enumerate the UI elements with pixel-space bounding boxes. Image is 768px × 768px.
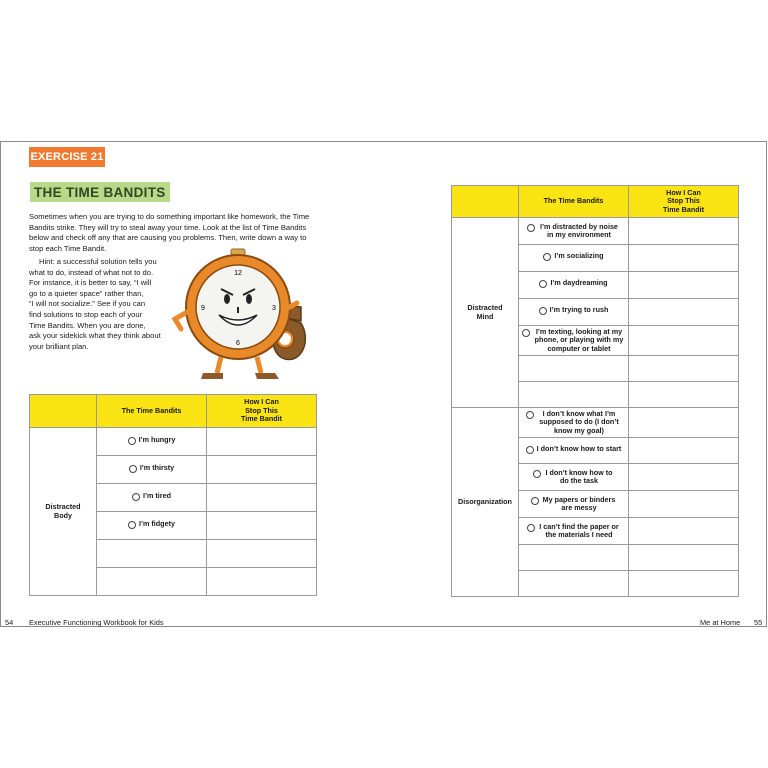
- solution-cell[interactable]: [629, 438, 739, 464]
- solution-cell[interactable]: [207, 428, 317, 456]
- bandit-item[interactable]: [519, 464, 629, 491]
- bandit-item[interactable]: [519, 272, 629, 299]
- bandit-label: I don’t know how to do the task: [545, 467, 613, 485]
- solution-cell[interactable]: [629, 272, 739, 299]
- solution-cell[interactable]: [629, 571, 739, 597]
- bandit-item-blank[interactable]: [519, 382, 629, 408]
- solution-cell[interactable]: [629, 545, 739, 571]
- col-header-bandits: The Time Bandits: [97, 395, 207, 428]
- solution-cell[interactable]: [207, 540, 317, 568]
- book-title-footer: Executive Functioning Workbook for Kids: [29, 618, 164, 627]
- time-bandits-table-right: [451, 185, 739, 597]
- category-cell: [452, 408, 519, 597]
- checkbox-circle-icon[interactable]: [128, 437, 136, 445]
- corner-header: [452, 186, 519, 218]
- right-page: [385, 142, 768, 626]
- checkbox-circle-icon[interactable]: [522, 329, 530, 337]
- svg-text:12: 12: [234, 270, 242, 277]
- svg-text:3: 3: [272, 305, 276, 312]
- solution-cell[interactable]: [629, 382, 739, 408]
- solution-cell[interactable]: [629, 518, 739, 545]
- bandit-item-blank[interactable]: [519, 571, 629, 597]
- hint-line: go to a quieter space” rather than,: [29, 288, 144, 298]
- bandit-label: I’m texting, looking at my phone, or playing with my computer or tablet: [534, 326, 624, 353]
- solution-cell[interactable]: [207, 568, 317, 596]
- solution-cell[interactable]: [207, 484, 317, 512]
- intro-paragraph: Sometimes when you are trying to do something important like homework, the Time Bandits strike. They will try to steal away your time. Look at the list of Time Bandits below and check off any that are causing you problems. Then, write down a way to stop each Time Bandit.: [29, 212, 310, 253]
- hint-line: ask your sidekick what they think about: [29, 331, 161, 341]
- checkbox-circle-icon[interactable]: [128, 521, 136, 529]
- bandit-item-blank[interactable]: [519, 356, 629, 382]
- bandit-label: I’m thirsty: [139, 462, 175, 472]
- bandit-label: I’m hungry: [138, 434, 176, 444]
- bandit-item[interactable]: [97, 512, 207, 540]
- hint-line: what to do, instead of what not to do.: [29, 267, 154, 277]
- bandit-label: I’m distracted by noise in my environment: [540, 221, 618, 239]
- solution-cell[interactable]: [629, 218, 739, 245]
- bandit-item[interactable]: [519, 326, 629, 356]
- bandit-label: I don’t know what I’m supposed to do (I don’t know my goal): [539, 408, 619, 435]
- hint-paragraph: [29, 257, 169, 352]
- svg-text:6: 6: [236, 340, 240, 347]
- bandit-item[interactable]: [519, 491, 629, 518]
- category-label: Disorganization: [458, 496, 512, 506]
- bandit-item[interactable]: [97, 428, 207, 456]
- category-label: Distracted Body: [45, 502, 81, 520]
- page-number-left: 54: [5, 618, 14, 627]
- checkbox-circle-icon[interactable]: [539, 307, 547, 315]
- solution-cell[interactable]: [629, 491, 739, 518]
- bandit-label: I can’t find the paper or the materials I need: [539, 521, 619, 539]
- checkbox-circle-icon[interactable]: [132, 493, 140, 501]
- col-header-solution: How I Can Stop This Time Bandit: [207, 395, 317, 428]
- solution-cell[interactable]: [629, 408, 739, 438]
- col-header-solution: How I Can Stop This Time Bandit: [629, 186, 739, 218]
- solution-cell[interactable]: [629, 326, 739, 356]
- page-number-right: 55: [754, 618, 763, 627]
- bandit-label: I’m socializing: [554, 251, 604, 261]
- page-title: THE TIME BANDITS: [30, 182, 170, 202]
- checkbox-circle-icon[interactable]: [531, 497, 539, 505]
- exercise-tag: EXERCISE 21: [29, 147, 105, 167]
- solution-cell[interactable]: [629, 245, 739, 272]
- bandit-item[interactable]: [97, 456, 207, 484]
- book-spread: [0, 141, 767, 627]
- solution-cell[interactable]: [207, 512, 317, 540]
- bandit-label: My papers or binders are messy: [542, 494, 616, 512]
- hint-line: find solutions to stop each of your: [29, 309, 143, 319]
- section-title-footer: Me at Home: [700, 618, 741, 627]
- hint-line: Hint: a successful solution tells you: [39, 257, 157, 266]
- time-bandits-table-left: [29, 394, 317, 596]
- bandit-item-blank[interactable]: [97, 540, 207, 568]
- checkbox-circle-icon[interactable]: [533, 470, 541, 478]
- hint-line: For instance, it is better to say, “I will: [29, 278, 152, 288]
- solution-cell[interactable]: [629, 299, 739, 326]
- solution-cell[interactable]: [629, 356, 739, 382]
- checkbox-circle-icon[interactable]: [526, 446, 534, 454]
- left-page: [1, 142, 384, 626]
- bandit-item-blank[interactable]: [97, 568, 207, 596]
- category-label: Distracted Mind: [467, 303, 503, 321]
- bandit-item-blank[interactable]: [519, 545, 629, 571]
- bandit-label: I don’t know how to start: [536, 443, 622, 453]
- svg-text:9: 9: [201, 305, 205, 312]
- col-header-bandits: The Time Bandits: [519, 186, 629, 218]
- solution-cell[interactable]: [629, 464, 739, 491]
- checkbox-circle-icon[interactable]: [527, 224, 535, 232]
- bandit-item[interactable]: [519, 408, 629, 438]
- bandit-item[interactable]: [97, 484, 207, 512]
- bandit-item[interactable]: [519, 438, 629, 464]
- bandit-label: I’m fidgety: [139, 518, 175, 528]
- bandit-item[interactable]: [519, 299, 629, 326]
- checkbox-circle-icon[interactable]: [539, 280, 547, 288]
- checkbox-circle-icon[interactable]: [526, 411, 534, 419]
- bandit-item[interactable]: [519, 245, 629, 272]
- hint-line: “I will not socialize.” See if you can: [29, 299, 146, 309]
- category-cell: [30, 428, 97, 596]
- solution-cell[interactable]: [207, 456, 317, 484]
- bandit-item[interactable]: [519, 518, 629, 545]
- bandit-label: I’m tired: [143, 490, 171, 500]
- clock-bandit-illustration: [161, 247, 321, 382]
- bandit-label: I’m daydreaming: [550, 278, 608, 288]
- bandit-item[interactable]: [519, 218, 629, 245]
- bandit-label: I’m trying to rush: [549, 305, 609, 315]
- corner-header: [30, 395, 97, 428]
- hint-line: Time Bandits. When you are done,: [29, 320, 146, 330]
- checkbox-circle-icon[interactable]: [527, 524, 535, 532]
- checkbox-circle-icon[interactable]: [543, 253, 551, 261]
- checkbox-circle-icon[interactable]: [129, 465, 137, 473]
- category-cell: [452, 218, 519, 408]
- hint-line: your brilliant plan.: [29, 341, 89, 351]
